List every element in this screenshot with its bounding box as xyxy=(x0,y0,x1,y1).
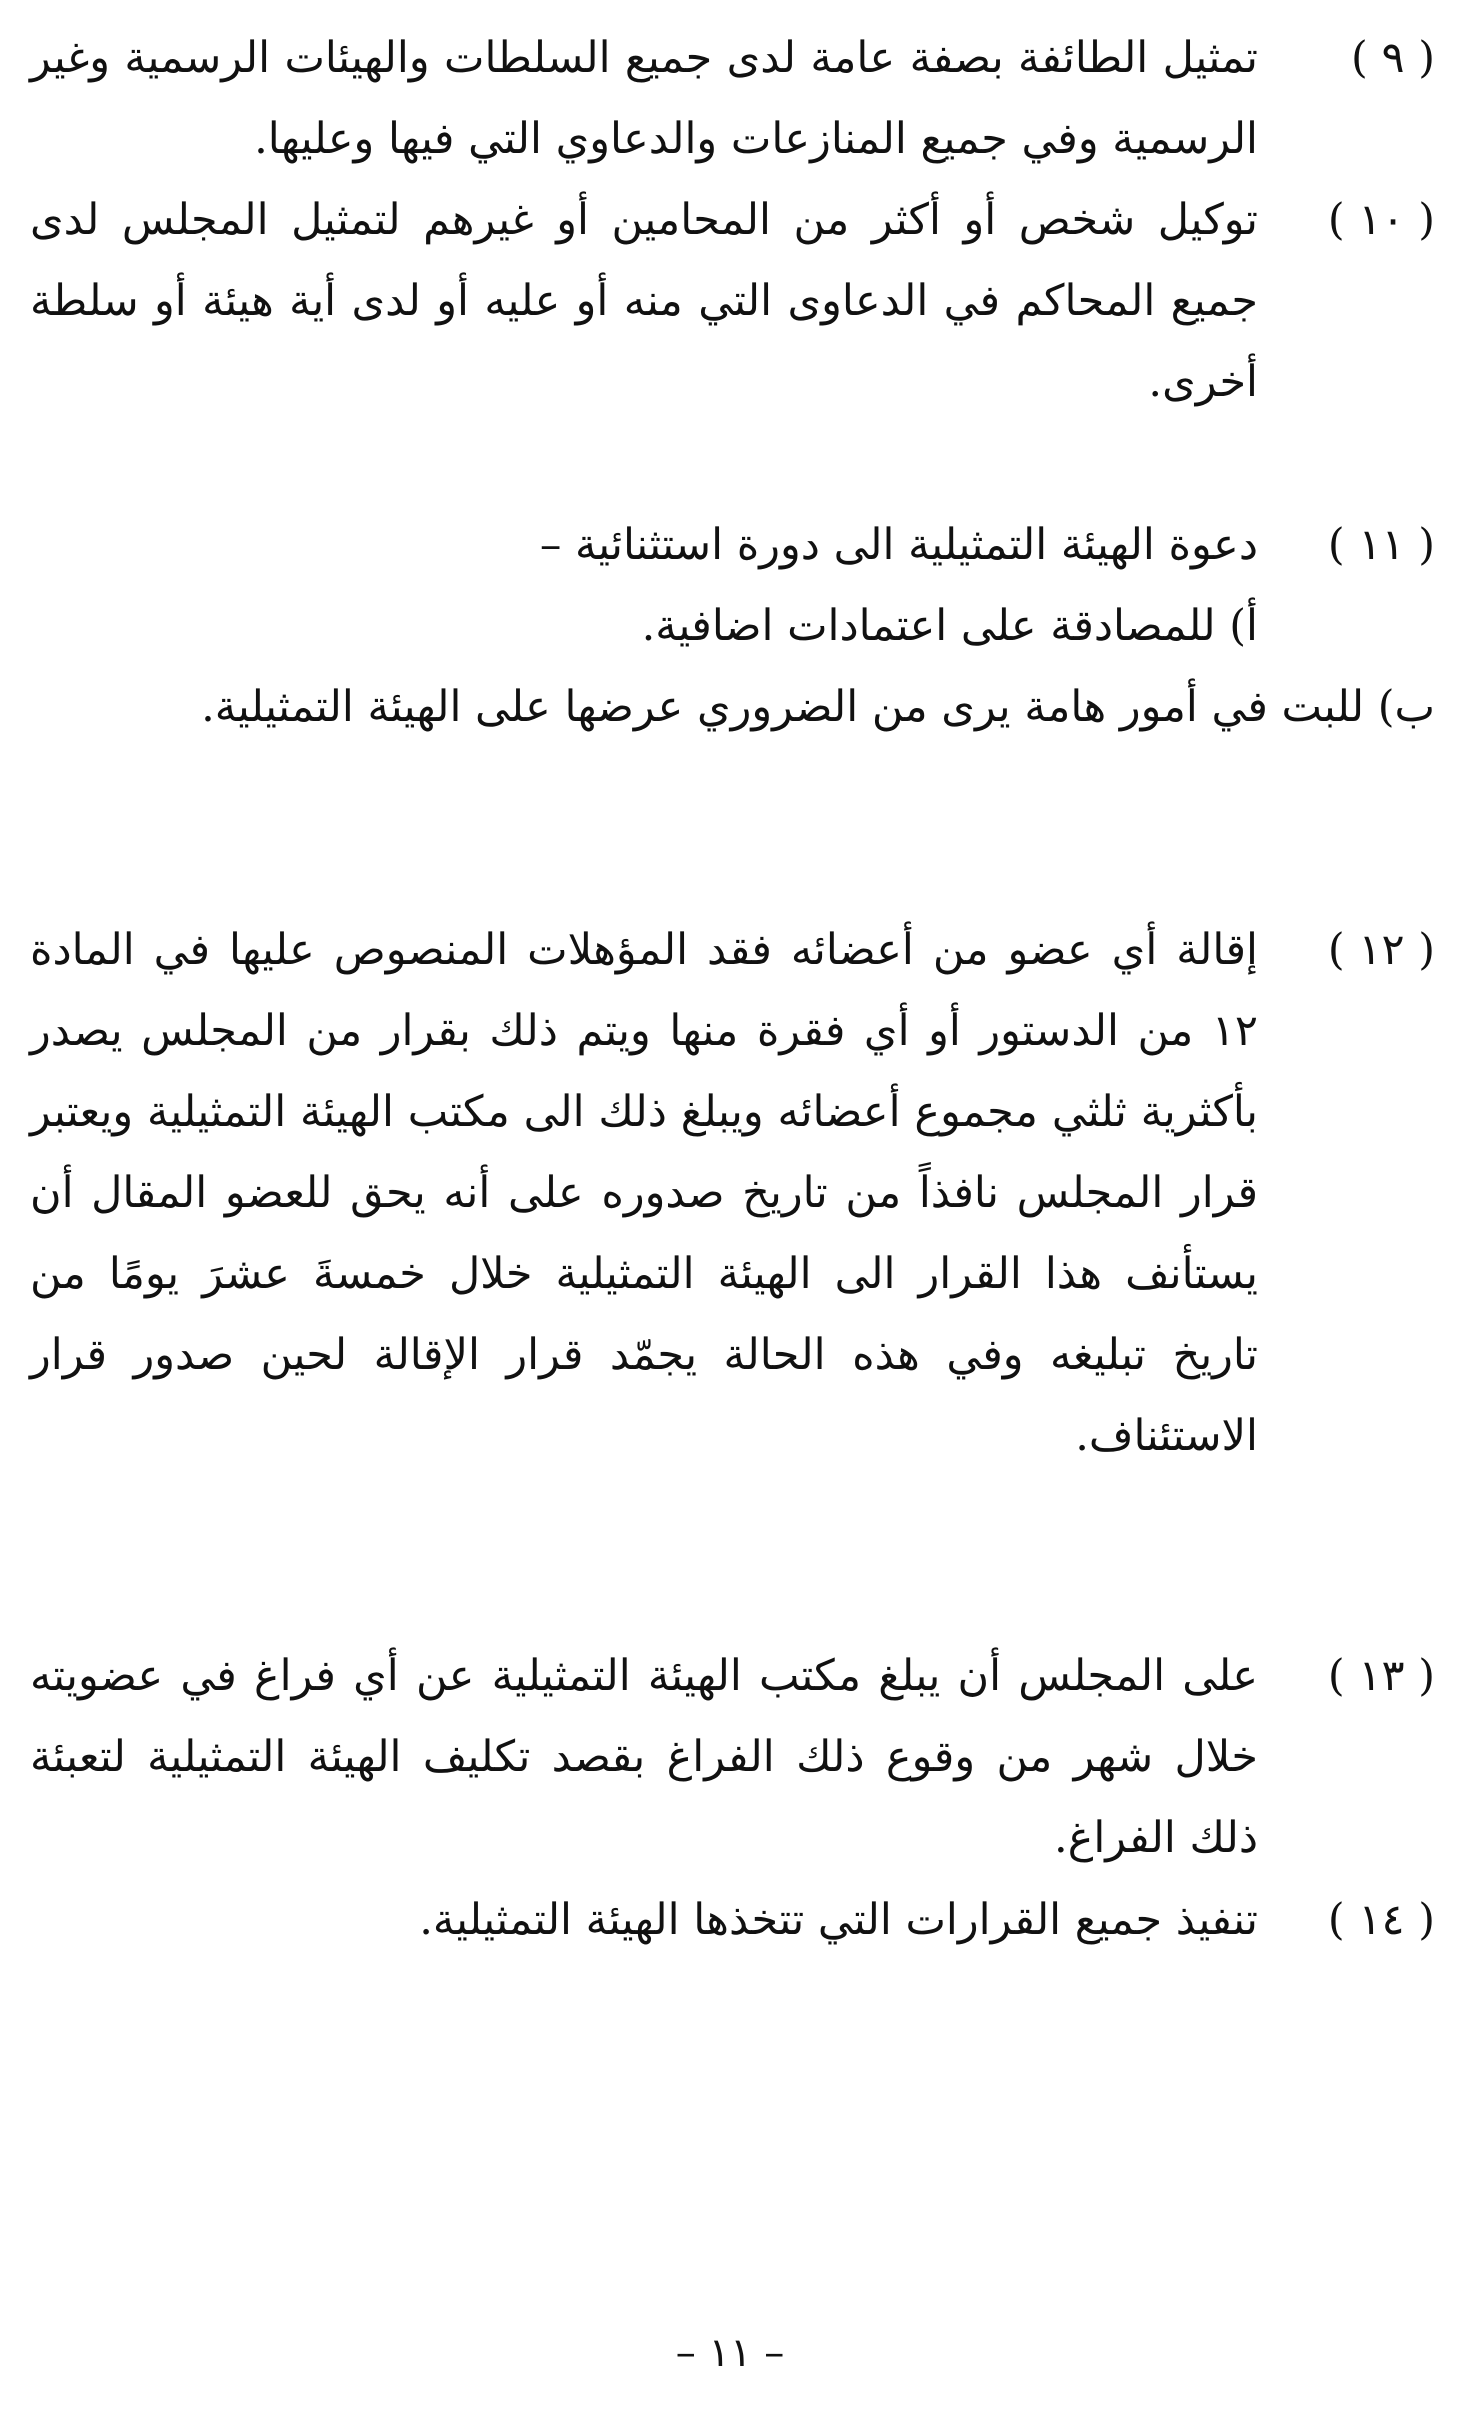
clause-text: تمثيل الطائفة بصفة عامة لدى جميع السلطات والهيئات الرسمية وغير الرسمية وفي جميع المنازعات والدعاوي التي فيها وعليها. xyxy=(30,33,1258,164)
clause-number: ( ١١ ) xyxy=(1327,520,1435,570)
clause-number: ( ١٣ ) xyxy=(1327,1651,1435,1701)
subclause-b: ب) للبت في أمور هامة يرى من الضروري عرضها على الهيئة التمثيلية. xyxy=(201,682,1435,732)
clause-9 xyxy=(30,18,1435,180)
clause-10 xyxy=(30,180,1435,423)
clause-text: دعوة الهيئة التمثيلية الى دورة استثنائية – xyxy=(539,520,1258,570)
clause-13 xyxy=(30,1636,1435,1879)
subclause-a: أ) للمصادقة على اعتمادات اضافية. xyxy=(641,601,1258,651)
clause-text: على المجلس أن يبلغ مكتب الهيئة التمثيلية عن أي فراغ في عضويته خلال شهر من وقوع ذلك الفراغ بقصد تكليف الهيئة التمثيلية لتعبئة ذلك الفراغ. xyxy=(30,1651,1258,1863)
clause-12 xyxy=(30,910,1435,1477)
page-number: – ١١ – xyxy=(675,2330,785,2376)
clause-number: ( ١٢ ) xyxy=(1327,925,1435,975)
clause-14 xyxy=(30,1880,1435,1961)
clause-number: ( ٩ ) xyxy=(1350,33,1435,83)
clause-text: توكيل شخص أو أكثر من المحامين أو غيرهم لتمثيل المجلس لدى جميع المحاكم في الدعاوى التي منه أو عليه أو لدى أية هيئة أو سلطة أخرى. xyxy=(30,195,1258,407)
clause-number: ( ١٤ ) xyxy=(1327,1895,1435,1945)
clause-text: إقالة أي عضو من أعضائه فقد المؤهلات المنصوص عليها في المادة ١٢ من الدستور أو أي فقرة منها ويتم ذلك بقرار من المجلس يصدر بأكثرية ثلثي مجموع أعضائه ويبلغ ذلك الى مكتب الهيئة التمثيلية ويعتبر قرار المجلس نافذاً من تاريخ صدوره على أنه يحق للعضو المقال أن يستأنف هذا القرار الى الهيئة التمثيلية خلال خمسةَ عشرَ يومًا من تاريخ تبليغه وفي هذه الحالة يجمّد قرار الإقالة لحين صدور قرار الاستئناف. xyxy=(30,925,1258,1461)
clause-text: تنفيذ جميع القرارات التي تتخذها الهيئة التمثيلية. xyxy=(419,1895,1258,1945)
clause-11 xyxy=(30,505,1435,748)
clause-number: ( ١٠ ) xyxy=(1327,195,1435,245)
